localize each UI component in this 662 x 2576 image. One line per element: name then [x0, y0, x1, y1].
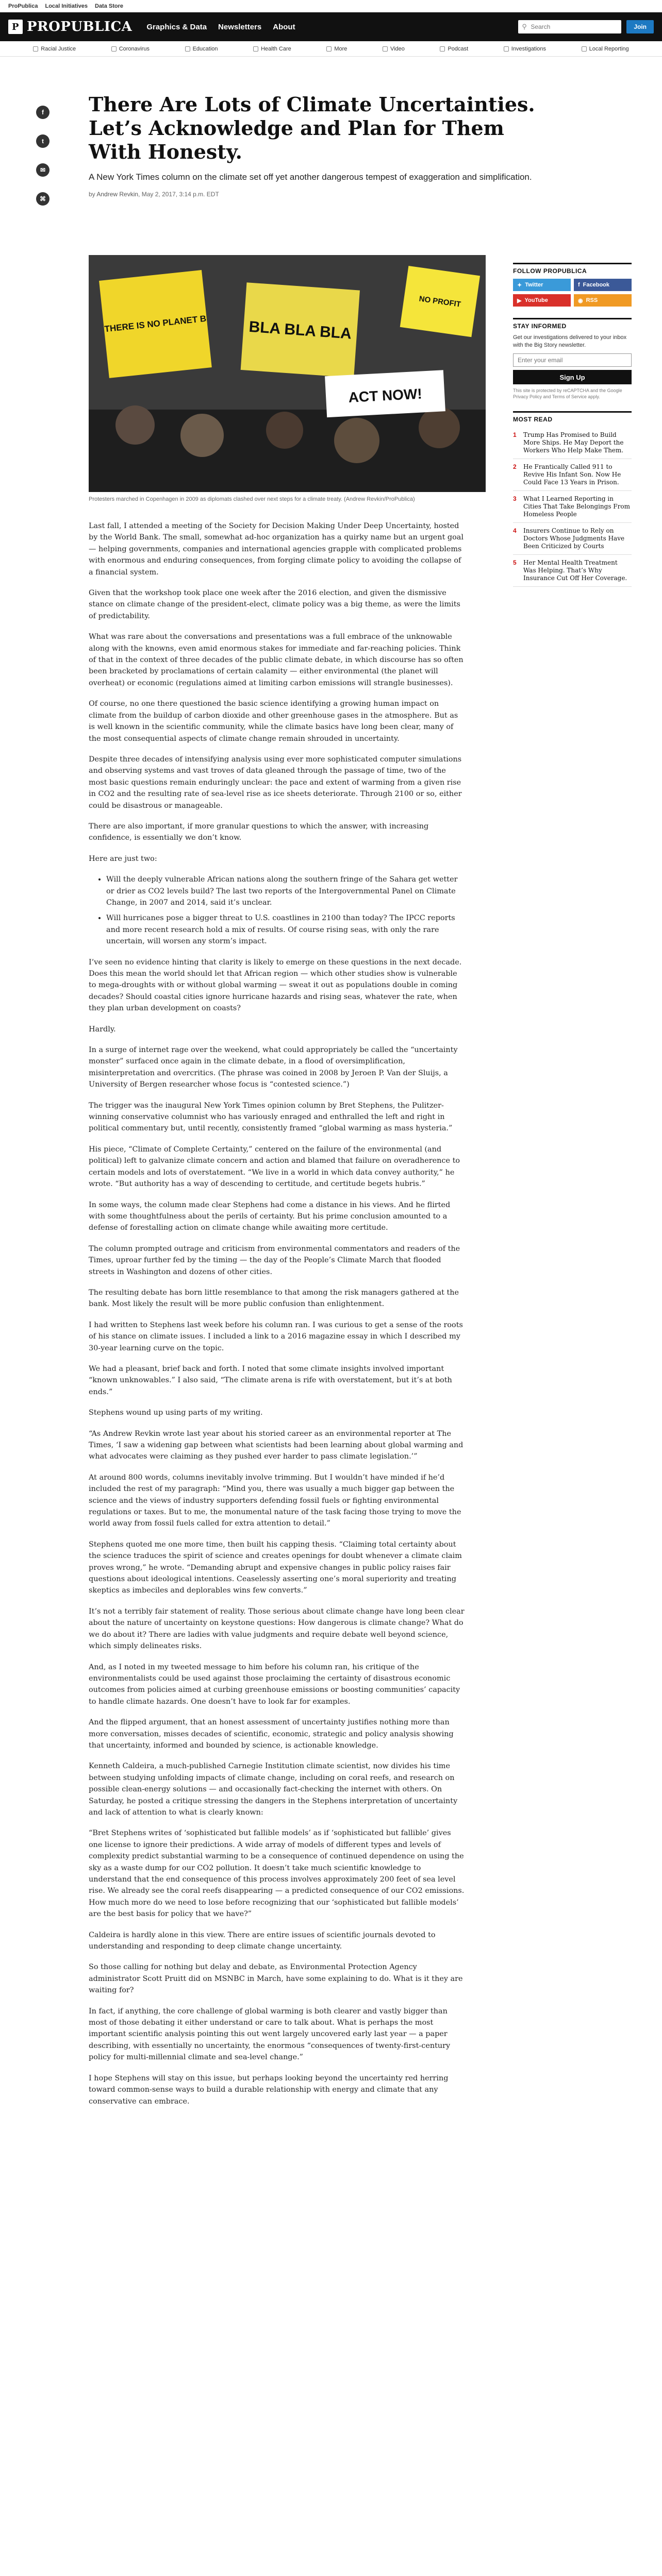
topic-item[interactable]: Local Reporting	[582, 46, 629, 52]
most-read-item[interactable]: 2 He Frantically Called 911 to Revive His Infant Son. Now He Could Face 13 Years in Prison.	[513, 459, 632, 491]
paragraph: Of course, no one there questioned the basic science identifying a growing human impact on climate from the buildup of carbon dioxide and other greenhouse gases in the atmosphere. But as is well known in the scientific community, while the climate basics have long been clear, many of the most consequential aspects of climate change remain shrouded in uncertainty.	[89, 700, 458, 743]
paragraph: Hardly.	[89, 1025, 116, 1033]
print-share-icon[interactable]: ⌘	[36, 192, 49, 206]
topics-bar	[0, 41, 662, 57]
topic-icon	[440, 46, 445, 52]
paragraph: There are also important, if more granular questions to which the answer, with increasing confidence, is essentially we don’t know.	[89, 822, 429, 842]
photo-caption: Protesters marched in Copenhagen in 2009 as diplomats clashed over next steps for a climate treaty. (Andrew Revkin/ProPublica)	[89, 496, 415, 502]
paragraph: Caldeira is hardly alone in this view. There are entire issues of scientific journals devoted to understanding and responding to deep climate change uncertainty.	[89, 1930, 436, 1951]
search-input[interactable]	[518, 20, 621, 33]
topic-icon	[504, 46, 509, 52]
sidebar	[513, 263, 632, 587]
bullet-list	[106, 874, 465, 947]
dek: A New York Times column on the climate set off yet another dangerous tempest of exaggeration and simplification.	[89, 172, 532, 182]
paragraph: I had written to Stephens last week before his column ran. I was curious to get a sense of the roots of his stance on climate issues. I included a link to a 2016 magazine essay in which I described my 30-year learning curve on the topic.	[89, 1320, 463, 1352]
topic-icon	[33, 46, 38, 52]
topic-item[interactable]: Education	[185, 46, 218, 52]
bullet-item: • Will the deeply vulnerable African nations along the southern fringe of the Sahara get wetter or drier as CO2 levels build? The last two reports of the Intergovernmental Panel on Climate Change, in 2007 and 2014, said it’s unclear.	[106, 874, 465, 908]
most-read-heading: MOST READ	[513, 411, 632, 423]
most-read-item[interactable]: 1 Trump Has Promised to Build More Ships. He May Deport the Workers Who Help Make Them.	[513, 427, 632, 459]
paragraph: I hope Stephens will stay on this issue, but perhaps looking beyond the uncertainty red herring toward common-sense ways to build a durable relationship with energy and climate that any conservative can embrace.	[89, 2074, 449, 2106]
paragraph: In fact, if anything, the core challenge of global warming is both clearer and vastly bigger than most of those debating it either understand or care to talk about. What is perhaps the most important scientific analysis pointing this out went largely uncovered early last year — a paper describing, with essentially no uncertainty, the enormous “consequences of twenty-first-century policy for multi-millennial climate and sea-level change.”	[89, 2007, 451, 2062]
paragraph: And the flipped argument, that an honest assessment of uncertainty justifies nothing more than more conversation, misses decades of scientific, economic, strategic and policy analysis showing that uncertainty, informed and bounded by science, is actionable knowledge.	[89, 1718, 454, 1750]
paragraph: The trigger was the inaugural New York Times opinion column by Bret Stephens, the Pulitzer-winning conservative columnist who has variously enraged and enthralled the left and right in political commentary but, until recently, consistently framed “global warming as mass hysteria.”	[89, 1101, 453, 1133]
rss-button[interactable]: ◉ RSS	[574, 294, 632, 307]
paragraph: In a surge of internet rage over the weekend, what could appropriately be called the “uncertainty monster” surfaced once again in the climate debate, in a flood of oversimplification, misinterpretation and overcritics. (The phrase was coined in 2008 by Jeroen P. Van der Sluijs, a University of Bergen researcher whose focus is “contested science.”)	[89, 1046, 458, 1089]
paragraph: “Bret Stephens writes of ‘sophisticated but fallible models’ as if ‘sophisticated but fallible’ gives one license to ignore their predictions. A wide array of models of different types and levels of complexity predict substantial warming to be a consequence of continued dependence on using the sky as a waste dump for our CO2 pollution. It doesn’t take much scientific knowledge to understand that the end consequence of this process involves approximately 200 feet of sea level rise. We already see the coral reefs disappearing — a predicted consequence of our CO2 emissions. How much more do we need to lose before recognizing that our ‘sophisticated but fallible models’ are the best basis for policy that we have?”	[89, 1829, 465, 1919]
paragraph: Last fall, I attended a meeting of the Society for Decision Making Under Deep Uncertainty, hosted by the World Bank. The small, somewhat ad-hoc organization has a quirky name but an urgent goal — helping governments, companies and international agencies grapple with complicated problems with enormous and enduring consequences, from forging climate policy to avoiding the collapse of a financial system.	[89, 522, 464, 577]
topic-item[interactable]: Podcast	[440, 46, 468, 52]
protest-sign-text: THERE IS NO PLANET B	[104, 313, 207, 334]
utility-bar	[0, 0, 662, 12]
facebook-share-icon[interactable]: f	[36, 106, 49, 119]
most-read-item[interactable]: 5 Her Mental Health Treatment Was Helping. That’s Why Insurance Cut Off Her Coverage.	[513, 555, 632, 587]
share-column	[36, 106, 49, 206]
paragraph: Here are just two:	[89, 854, 157, 863]
most-read-item[interactable]: 3 What I Learned Reporting in Cities That Take Belongings From Homeless People	[513, 491, 632, 523]
site-header	[0, 12, 662, 41]
publish-date: May 2, 2017, 3:14 p.m. EDT	[141, 191, 219, 198]
email-share-icon[interactable]: ✉	[36, 163, 49, 177]
paragraph: I’ve seen no evidence hinting that clarity is likely to emerge on these questions in the next decade. Does this mean the world should let that African region — which other studies show is vulnerable to mega-droughts with or without global warming — sweat it out as populations double in coming decades? Should coastal cities ignore hurricane hazards and rising seas, whatever the rate, when they plan urban development on coasts?	[89, 958, 462, 1013]
most-read-item[interactable]: 4 Insurers Continue to Rely on Doctors Whose Judgments Have Been Criticized by Courts	[513, 523, 632, 555]
article-body	[89, 520, 465, 2116]
headline: There Are Lots of Climate Uncertainties. Let’s Acknowledge and Plan for Them With Honesty.	[89, 93, 535, 163]
twitter-button[interactable]: ✦ Twitter	[513, 279, 571, 291]
paragraph: The resulting debate has born little resemblance to that among the risk managers gathered at the bank. Most likely the result will be more public confusion than enlightenment.	[89, 1288, 459, 1309]
topic-item[interactable]: Racial Justice	[33, 46, 76, 52]
topic-item[interactable]: More	[326, 46, 347, 52]
headline-block	[89, 93, 553, 198]
bird-icon: ✦	[517, 282, 522, 289]
topic-icon	[326, 46, 332, 52]
paragraph: The column prompted outrage and criticism from environmental commentators and readers of the Times, uproar further fed by the timing — the day of the People’s Climate March that flooded streets in Washington and dozens of other cities.	[89, 1244, 460, 1276]
search-icon: ⚲	[522, 23, 527, 30]
signup-button[interactable]: Sign Up	[513, 370, 632, 384]
utility-item[interactable]: ProPublica	[8, 3, 38, 9]
logo[interactable]	[8, 19, 132, 35]
topic-item[interactable]: Video	[383, 46, 405, 52]
topic-icon	[383, 46, 388, 52]
topic-icon	[185, 46, 190, 52]
paragraph: Stephens quoted me one more time, then built his capping thesis. “Claiming total certainty about the science traduces the spirit of science and creates openings for doubt whenever a climate claim proves wrong,” he wrote. “Demanding abrupt and expensive changes in public policy raises fair questions about ideological intentions. Ceaselessly asserting one’s moral superiority and treating skeptics as imbeciles and deplorables wins few converts.”	[89, 1540, 462, 1595]
paragraph: What was rare about the conversations and presentations was a full embrace of the unknowable along with the knowns, even amid enormous stakes for immediate and far-reaching policies. Think of that in the context of three decades of the public climate debate, in which discourse has so often been bracketed by proclamations of certain calamity — either environmental (the planet will overheat) or economic (regulations aimed at limiting carbon emissions will strangle businesses).	[89, 633, 464, 687]
logo-mark-icon: P	[8, 20, 23, 34]
nav-about[interactable]: About	[273, 22, 295, 31]
paragraph: And, as I noted in my tweeted message to him before his column ran, his critique of the environmentalists could be used against those proclaiming the certainty of disastrous economic outcomes from policies aimed at curbing greenhouse emissions or boosting communities’ capacity to handle climate hazards. One doesn’t have to look far for examples.	[89, 1663, 460, 1706]
play-icon: ▶	[517, 297, 522, 304]
author-link[interactable]: Andrew Revkin	[96, 191, 139, 198]
facebook-button[interactable]: f Facebook	[574, 279, 632, 291]
logo-text: PROPUBLICA	[27, 19, 133, 35]
main-nav	[146, 23, 295, 31]
youtube-button[interactable]: ▶ YouTube	[513, 294, 571, 307]
bullet-item: • Will hurricanes pose a bigger threat to U.S. coastlines in 2100 than today? The IPCC reports and more recent research hold a mix of results. Of course rising seas, with only the rare uncertain, will worsen any storm’s impact.	[106, 912, 465, 947]
nav-newsletters[interactable]: Newsletters	[218, 22, 262, 31]
f-icon: f	[578, 282, 580, 288]
paragraph: In some ways, the column made clear Stephens had come a distance in his views. And he flirted with some thoughtfulness about the perils of certainty. But his prime conclusion amounted to a defense of forestalling action on climate change while awaiting more certitude.	[89, 1200, 451, 1232]
topic-item[interactable]: Investigations	[504, 46, 546, 52]
paragraph: It’s not a terribly fair statement of reality. Those serious about climate change have long been clear about the nature of uncertainty on keystone questions: How dangerous is climate change? What do we do about it? There are ladies with value judgments and require debate well beyond science, which simply delineates risks.	[89, 1607, 465, 1651]
topic-item[interactable]: Health Care	[253, 46, 291, 52]
email-field[interactable]	[513, 353, 632, 367]
paragraph: “As Andrew Revkin wrote last year about his storied career as an environmental reporter at The Times, ‘I saw a widening gap between what scientists had been learning about global warming and what advocates were claiming as they pushed ever harder to pass climate legislation.’”	[89, 1429, 464, 1461]
paragraph: Given that the workshop took place one week after the 2016 election, and given the dismissive stance on climate change of the president-elect, climate policy was a big theme, as were the limits of predictability.	[89, 589, 460, 620]
recaptcha-note: This site is protected by reCAPTCHA and the Google Privacy Policy and Terms of Service apply.	[513, 388, 622, 399]
rss-icon: ◉	[578, 297, 583, 304]
utility-item[interactable]: Data Store	[95, 3, 124, 9]
protest-sign-text: ACT NOW!	[347, 385, 423, 405]
utility-item[interactable]: Local Initiatives	[45, 3, 88, 9]
paragraph: So those calling for nothing but delay and debate, as Environmental Protection Agency administrator Scott Pruitt did on MSNBC in March, have some explaining to do. What is it they are waiting for?	[89, 1963, 463, 1995]
topic-icon	[253, 46, 258, 52]
follow-heading: FOLLOW PROPUBLICA	[513, 263, 632, 275]
nav-graphics-data[interactable]: Graphics & Data	[146, 22, 207, 31]
paragraph: We had a pleasant, brief back and forth. I noted that some climate insights involved important “known unknowables.” I also said, “The climate arena is rife with overstatement, but it’s at both ends.”	[89, 1364, 452, 1396]
stay-heading: STAY INFORMED	[513, 318, 632, 330]
paragraph: His piece, “Climate of Complete Certainty,” centered on the failure of the environmental (and political) left to galvanize climate concern and action and blamed that failure on overadherence to certain models and lots of overstatement. “We live in a world in which data convey authority,” he wrote. “But authority has a way of descending to certitude, and certitude begets hubris.”	[89, 1145, 460, 1189]
protest-sign-text: BLA BLA BLA	[248, 318, 352, 343]
topic-icon	[111, 46, 117, 52]
topic-icon	[582, 46, 587, 52]
stay-description: Get our investigations delivered to your inbox with the Big Story newsletter.	[513, 334, 627, 348]
twitter-share-icon[interactable]: t	[36, 134, 49, 148]
topic-item[interactable]: Coronavirus	[111, 46, 150, 52]
byline: by Andrew Revkin, May 2, 2017, 3:14 p.m. EDT	[89, 191, 219, 198]
paragraph: Stephens wound up using parts of my writing.	[89, 1409, 263, 1417]
join-button[interactable]: Join	[626, 20, 654, 33]
paragraph: Despite three decades of intensifying analysis using ever more sophisticated computer simulations and observing systems and vast troves of data gleaned through the passage of time, two of the most basic questions remain enduringly unclear: the pace and extent of warming from a given rise in CO2 and the resulting rate of sea-level rise as ice sheets deteriorate. Through 2100 or so, either could be disastrous or manageable.	[89, 755, 462, 810]
paragraph: At around 800 words, columns inevitably involve trimming. But I wouldn’t have minded if he’d included the rest of my paragraph: “Mind you, there was usually a much bigger gap between the science and the views of industry supporters defending fossil fuels or fighting environmental regulations or taxes. But to me, the monumental nature of the task facing those trying to move the world away from fossil fuels called for extra attention to detail.”	[89, 1473, 461, 1528]
lead-photo	[89, 255, 486, 492]
protest-sign-text: NO PROFIT	[418, 294, 461, 309]
paragraph: Kenneth Caldeira, a much-published Carnegie Institution climate scientist, now divides his time between studying unfolding impacts of climate change, including on coral reefs, and research on possible clean-energy solutions — and occasionally fact-checking the internet with others. On Saturday, he posted a critique stressing the dangers in the Stephens interpretation of uncertainty and lack of attention to what is clearly known:	[89, 1762, 458, 1817]
